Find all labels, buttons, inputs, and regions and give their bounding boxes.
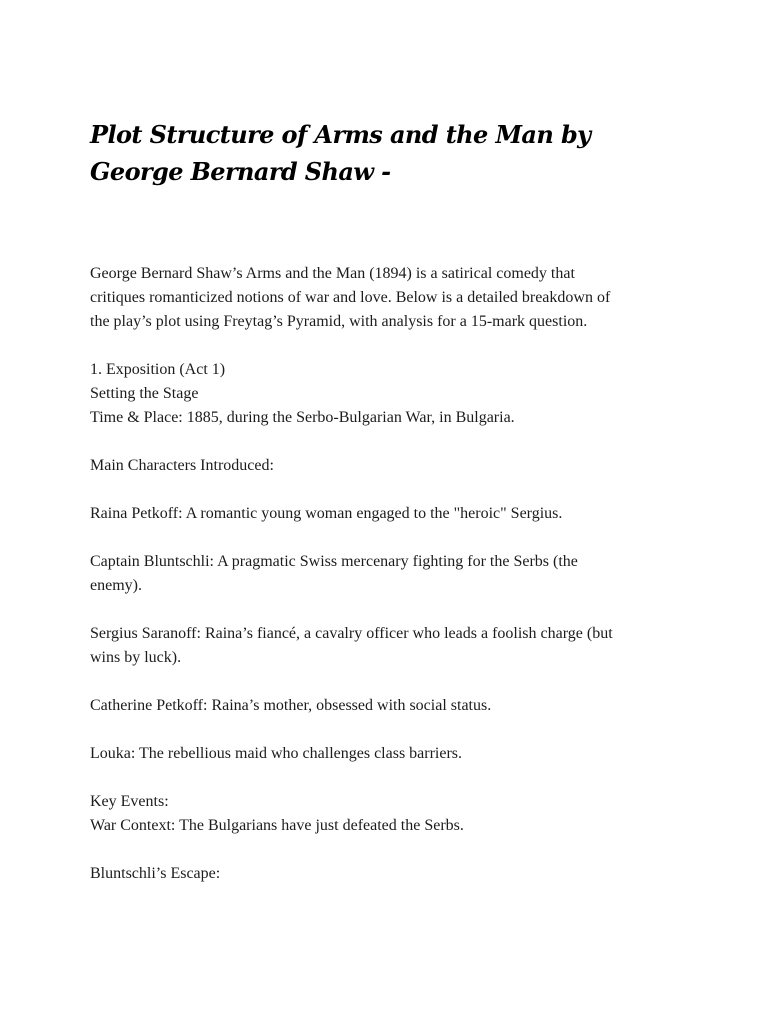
paragraph-gap	[90, 430, 680, 454]
paragraph-gap	[90, 526, 680, 550]
character-line: Louka: The rebellious maid who challenges class barriers.	[90, 745, 463, 762]
intro-paragraph	[90, 262, 680, 334]
character-line: wins by luck).	[90, 649, 182, 666]
character-louka	[90, 742, 680, 766]
paragraph-gap	[90, 334, 680, 358]
character-line: Sergius Saranoff: Raina’s fiancé, a cavalry officer who leads a foolish charge (but	[90, 625, 613, 642]
intro-line: George Bernard Shaw’s Arms and the Man (1894) is a satirical comedy that	[90, 265, 575, 282]
character-bluntschli	[90, 550, 680, 598]
section-heading: 1. Exposition (Act 1)	[90, 361, 226, 378]
paragraph-gap	[90, 718, 680, 742]
document-body	[90, 262, 680, 886]
paragraph-gap	[90, 766, 680, 790]
paragraph-gap	[90, 598, 680, 622]
escape-heading: Bluntschli’s Escape:	[90, 865, 221, 882]
key-events-heading: Key Events:	[90, 793, 169, 810]
character-sergius	[90, 622, 680, 670]
war-context-line: War Context: The Bulgarians have just defeated the Serbs.	[90, 817, 464, 834]
subheading: Setting the Stage	[90, 385, 199, 402]
paragraph-gap	[90, 478, 680, 502]
character-raina	[90, 502, 680, 526]
paragraph-gap	[90, 838, 680, 862]
intro-line: critiques romanticized notions of war and love. Below is a detailed breakdown of	[90, 289, 611, 306]
characters-heading: Main Characters Introduced:	[90, 457, 274, 474]
character-line: enemy).	[90, 577, 142, 594]
document-title: Plot Structure of Arms and the Man by George Bernard Shaw -	[90, 120, 591, 186]
character-catherine	[90, 694, 680, 718]
time-place-line: Time & Place: 1885, during the Serbo-Bulgarian War, in Bulgaria.	[90, 409, 515, 426]
intro-line: the play’s plot using Freytag’s Pyramid, with analysis for a 15-mark question.	[90, 313, 588, 330]
character-line: Captain Bluntschli: A pragmatic Swiss mercenary fighting for the Serbs (the	[90, 553, 578, 570]
paragraph-gap	[90, 670, 680, 694]
character-line: Catherine Petkoff: Raina’s mother, obsessed with social status.	[90, 697, 492, 714]
character-line: Raina Petkoff: A romantic young woman engaged to the "heroic" Sergius.	[90, 505, 563, 522]
